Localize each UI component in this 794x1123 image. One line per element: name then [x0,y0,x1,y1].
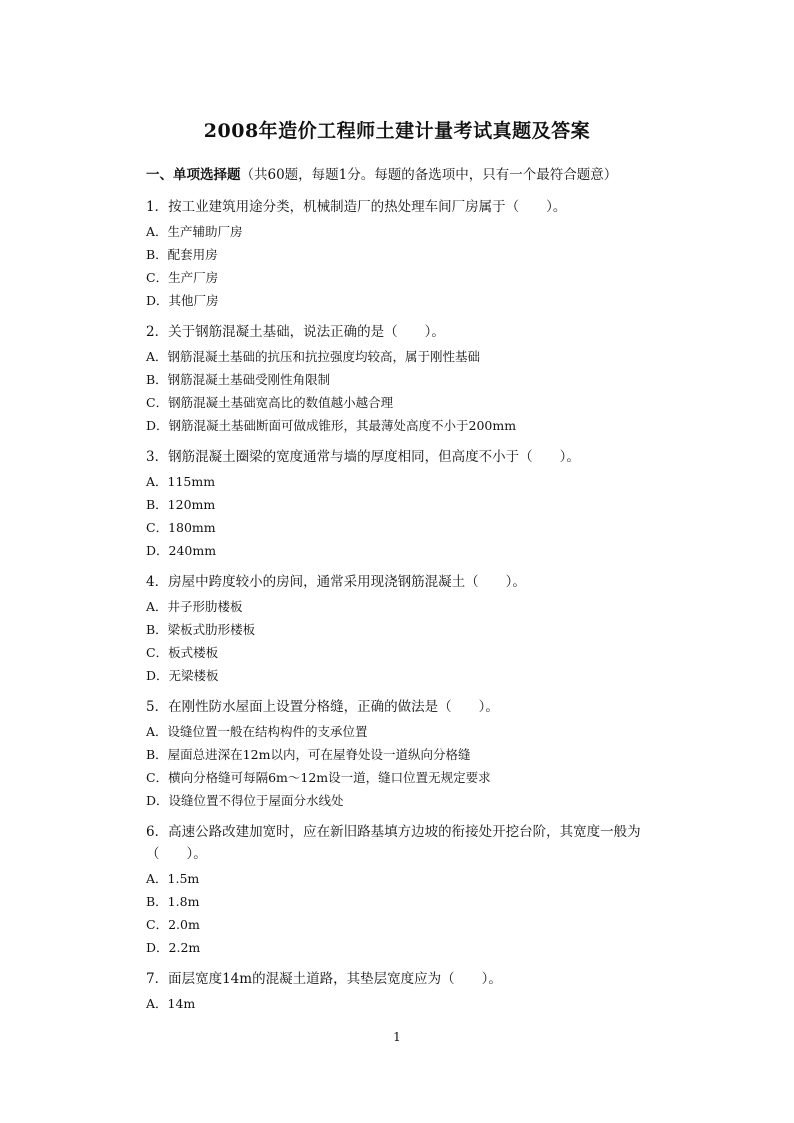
question-stem: 3．钢筋混凝土圈梁的宽度通常与墙的厚度相同，但高度不小于（ ）。 [146,449,580,465]
page-number: 1 [393,1030,401,1044]
answer-option: B．配套用房 [146,247,218,262]
question-stem: 4．房屋中跨度较小的房间，通常采用现浇钢筋混凝土（ ）。 [146,574,526,590]
question-stem: 2．关于钢筋混凝土基础，说法正确的是（ ）。 [146,324,445,340]
answer-option: C．横向分格缝可每隔6m～12m设一道，缝口位置无规定要求 [146,770,491,785]
answer-option: A．1.5m [146,871,200,886]
question-item [146,196,686,312]
question-stem: 6．高速公路改建加宽时，应在新旧路基填方边坡的衔接处开挖台阶，其宽度一般为（ ）。 [146,824,641,862]
answer-option: A．生产辅助厂房 [146,224,243,239]
answer-option: A．钢筋混凝土基础的抗压和抗拉强度均较高，属于刚性基础 [146,349,481,364]
answer-option: D．设缝位置不得位于屋面分水线处 [146,793,344,808]
question-item [146,321,686,437]
answer-option: A．设缝位置一般在结构构件的支承位置 [146,724,368,739]
answer-option: B．梁板式肋形楼板 [146,622,256,637]
question-stem: 5．在刚性防水屋面上设置分格缝，正确的做法是（ ）。 [146,699,499,715]
option-list [146,867,686,959]
option-list [146,220,686,312]
question-stem: 1．按工业建筑用途分类，机械制造厂的热处理车间厂房属于（ ）。 [146,199,567,215]
document-title: 2008年造价工程师土建计量考试真题及答案 [203,120,591,142]
answer-option: C．钢筋混凝土基础宽高比的数值越小越合理 [146,395,394,410]
option-list [146,595,686,687]
question-list [146,196,686,1024]
answer-option: D．240mm [146,543,217,558]
option-list [146,992,686,1015]
answer-option: B．钢筋混凝土基础受刚性角限制 [146,372,331,387]
answer-option: D．无梁楼板 [146,668,219,683]
section-heading [146,163,617,183]
question-stem: 7．面层宽度14m的混凝土道路，其垫层宽度应为（ ）。 [146,971,502,987]
answer-option: C．生产厂房 [146,270,219,285]
section-label: 一、单项选择题 [146,167,241,183]
answer-option: C．板式楼板 [146,645,219,660]
answer-option: D．2.2m [146,940,201,955]
answer-option: B．120mm [146,497,216,512]
answer-option: A．14m [146,996,196,1011]
question-item [146,696,686,812]
answer-option: D．其他厂房 [146,293,219,308]
option-list [146,345,686,437]
answer-option: C．2.0m [146,917,200,932]
option-list [146,720,686,812]
section-description: （共60题，每题1分。每题的备选项中，只有一个最符合题意） [240,167,618,183]
question-item [146,571,686,687]
option-list [146,470,686,562]
question-item [146,446,686,562]
answer-option: A．井子形肋楼板 [146,599,243,614]
question-item [146,968,686,1015]
answer-option: B．屋面总进深在12m以内，可在屋脊处设一道纵向分格缝 [146,747,471,762]
answer-option: C．180mm [146,520,216,535]
answer-option: A．115mm [146,474,216,489]
answer-option: B．1.8m [146,894,200,909]
answer-option: D．钢筋混凝土基础断面可做成锥形，其最薄处高度不小于200mm [146,418,517,433]
question-item [146,821,686,959]
